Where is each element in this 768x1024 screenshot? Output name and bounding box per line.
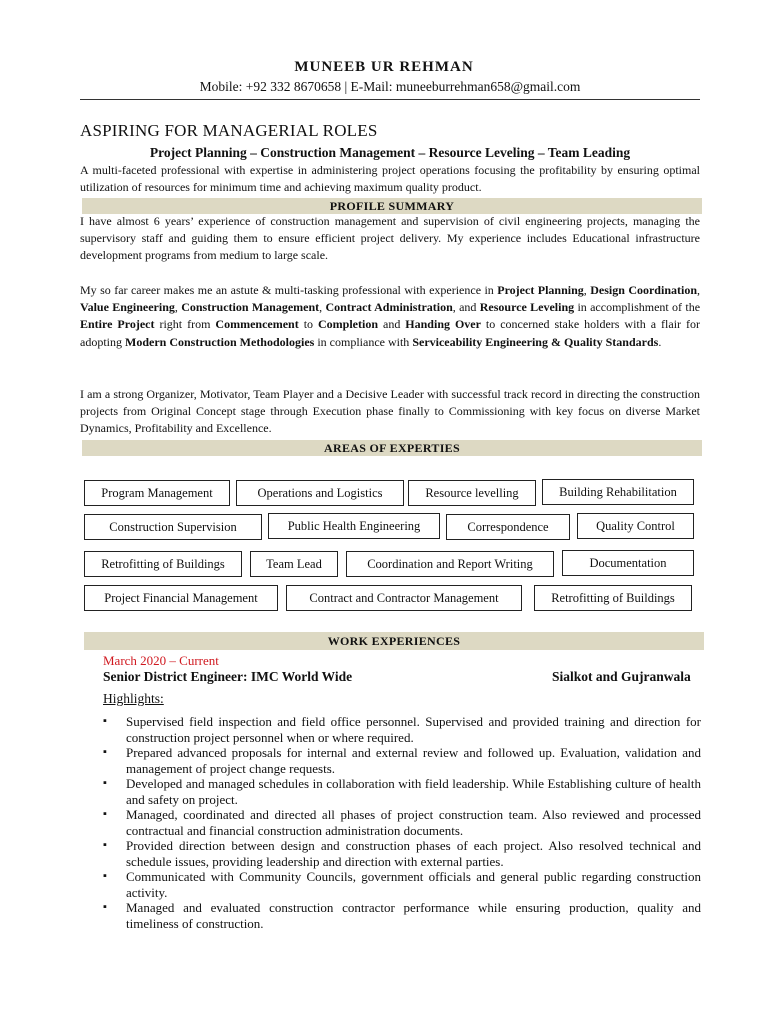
list-item-text: Prepared advanced proposals for internal and external review and followed up. Evaluation, validation and management of project change requests. xyxy=(126,745,701,776)
list-item xyxy=(103,900,701,931)
list-item-text: Developed and managed schedules in collaboration with field leadership. While Establishing culture of health and safety on project. xyxy=(126,776,701,807)
p2-bold: Resource Leveling xyxy=(479,300,575,315)
expertise-tag: Program Management xyxy=(84,480,230,506)
expertise-tag: Retrofitting of Buildings xyxy=(84,551,242,577)
p2-text: , xyxy=(697,283,700,297)
p2-bold: Handing Over xyxy=(405,317,481,332)
p2-bold: Serviceability Engineering & Quality Standards xyxy=(412,334,659,349)
p2-bold: Contract Administration xyxy=(325,300,453,315)
profile-paragraph-2 xyxy=(80,282,700,351)
p2-text: , xyxy=(583,283,591,297)
p2-bold: Value Engineering xyxy=(80,300,175,315)
p2-bold: Commencement xyxy=(215,317,299,332)
p2-text: to concerned stake holders with a flair for adopting xyxy=(80,317,700,349)
square-bullet-icon: ▪ xyxy=(103,839,107,851)
expertise-tag: Resource levelling xyxy=(408,480,536,506)
work-experience-heading: WORK EXPERIENCES xyxy=(84,632,704,650)
list-item xyxy=(103,807,701,838)
job-date-range: March 2020 – Current xyxy=(103,653,219,668)
p2-text: , and xyxy=(452,300,480,315)
header-divider xyxy=(80,99,700,100)
p2-bold: Entire Project xyxy=(80,317,155,332)
list-item-text: Managed and evaluated construction contractor performance while ensuring production, quality and timeliness of construction. xyxy=(126,900,701,931)
p2-text: right from xyxy=(154,317,216,332)
list-item xyxy=(103,714,701,745)
p2-text: , xyxy=(174,300,182,315)
p2-text: in compliance with xyxy=(314,334,413,349)
expertise-tag: Correspondence xyxy=(446,514,570,540)
square-bullet-icon: ▪ xyxy=(103,808,107,820)
job-location: Sialkot and Gujranwala xyxy=(552,669,691,684)
profile-paragraph-1: I have almost 6 years’ experience of construction management and supervision of civil engineering projects, managing the supervisory staff and guiding them to ensure efficient project delivery. My experience includes Educational infrastructure development programs from medium to large scale. xyxy=(80,214,700,263)
p2-bold: Construction Management xyxy=(181,300,320,315)
p2-text: to xyxy=(298,317,319,332)
expertise-tag: Contract and Contractor Management xyxy=(286,585,522,611)
highlights-label: Highlights: xyxy=(103,691,164,706)
square-bullet-icon: ▪ xyxy=(103,901,107,913)
square-bullet-icon: ▪ xyxy=(103,715,107,727)
p2-text: and xyxy=(378,317,406,332)
highlights-list xyxy=(103,714,701,931)
list-item-text: Communicated with Community Councils, government officials and general public regarding construction activity. xyxy=(126,869,701,900)
list-item-text: Managed, coordinated and directed all phases of project construction team. Also reviewed and processed contractual and financial construction administration documents. xyxy=(126,807,701,838)
contact-line: Mobile: +92 332 8670658 | E-Mail: muneeburrehman658@gmail.com xyxy=(199,79,581,94)
expertise-tag: Coordination and Report Writing xyxy=(346,551,554,577)
p2-bold: Design Coordination xyxy=(590,283,697,297)
expertise-tag: Project Financial Management xyxy=(84,585,278,611)
p2-text: . xyxy=(658,334,662,349)
list-item-text: Provided direction between design and construction phases of each project. Also resolved technical and schedule issues, providing leadership and direction with external parties. xyxy=(126,838,701,869)
p2-text: , xyxy=(319,300,326,315)
list-item xyxy=(103,745,701,776)
list-item xyxy=(103,776,701,807)
objective-title: ASPIRING FOR MANAGERIAL ROLES xyxy=(80,121,378,140)
p2-bold: Modern Construction Methodologies xyxy=(125,334,315,349)
square-bullet-icon: ▪ xyxy=(103,746,107,758)
list-item xyxy=(103,838,701,869)
square-bullet-icon: ▪ xyxy=(103,870,107,882)
p2-text: in accomplishment of the xyxy=(574,300,701,315)
expertise-tag: Team Lead xyxy=(250,551,338,577)
job-title: Senior District Engineer: IMC World Wide xyxy=(103,669,353,684)
p2-text: My so far career makes me an astute & multi-tasking professional with experience in xyxy=(80,283,498,297)
p2-bold: Completion xyxy=(318,317,379,332)
objective-summary: A multi-faceted professional with expertise in administering project operations focusing the profitability by ensuring optimal utilization of resources for minimum time and achieving maximum quality product. xyxy=(80,163,700,195)
expertise-tag: Operations and Logistics xyxy=(236,480,404,506)
profile-paragraph-3: I am a strong Organizer, Motivator, Team Player and a Decisive Leader with successful track record in directing the construction projects from Original Concept stage through Execution phase finally to Commissioning with key focus on diverse Market Dynamics, Profitability and Excellence. xyxy=(80,387,700,436)
candidate-name: MUNEEB UR REHMAN xyxy=(294,59,474,75)
list-item xyxy=(103,869,701,900)
expertise-heading: AREAS OF EXPERTIES xyxy=(82,440,702,456)
p2-bold: Project Planning xyxy=(497,283,584,297)
expertise-tag: Retrofitting of Buildings xyxy=(534,585,692,611)
expertise-tag: Documentation xyxy=(562,550,694,576)
key-skills-line: Project Planning – Construction Management – Resource Leveling – Team Leading xyxy=(149,145,631,160)
expertise-tag: Quality Control xyxy=(577,513,694,539)
square-bullet-icon: ▪ xyxy=(103,777,107,789)
expertise-tag: Construction Supervision xyxy=(84,514,262,540)
profile-summary-heading: PROFILE SUMMARY xyxy=(82,198,702,214)
list-item-text: Supervised field inspection and field office personnel. Supervised and provided training and direction for construction project personnel when or where required. xyxy=(126,714,701,745)
expertise-tag: Public Health Engineering xyxy=(268,513,440,539)
expertise-tag: Building Rehabilitation xyxy=(542,479,694,505)
